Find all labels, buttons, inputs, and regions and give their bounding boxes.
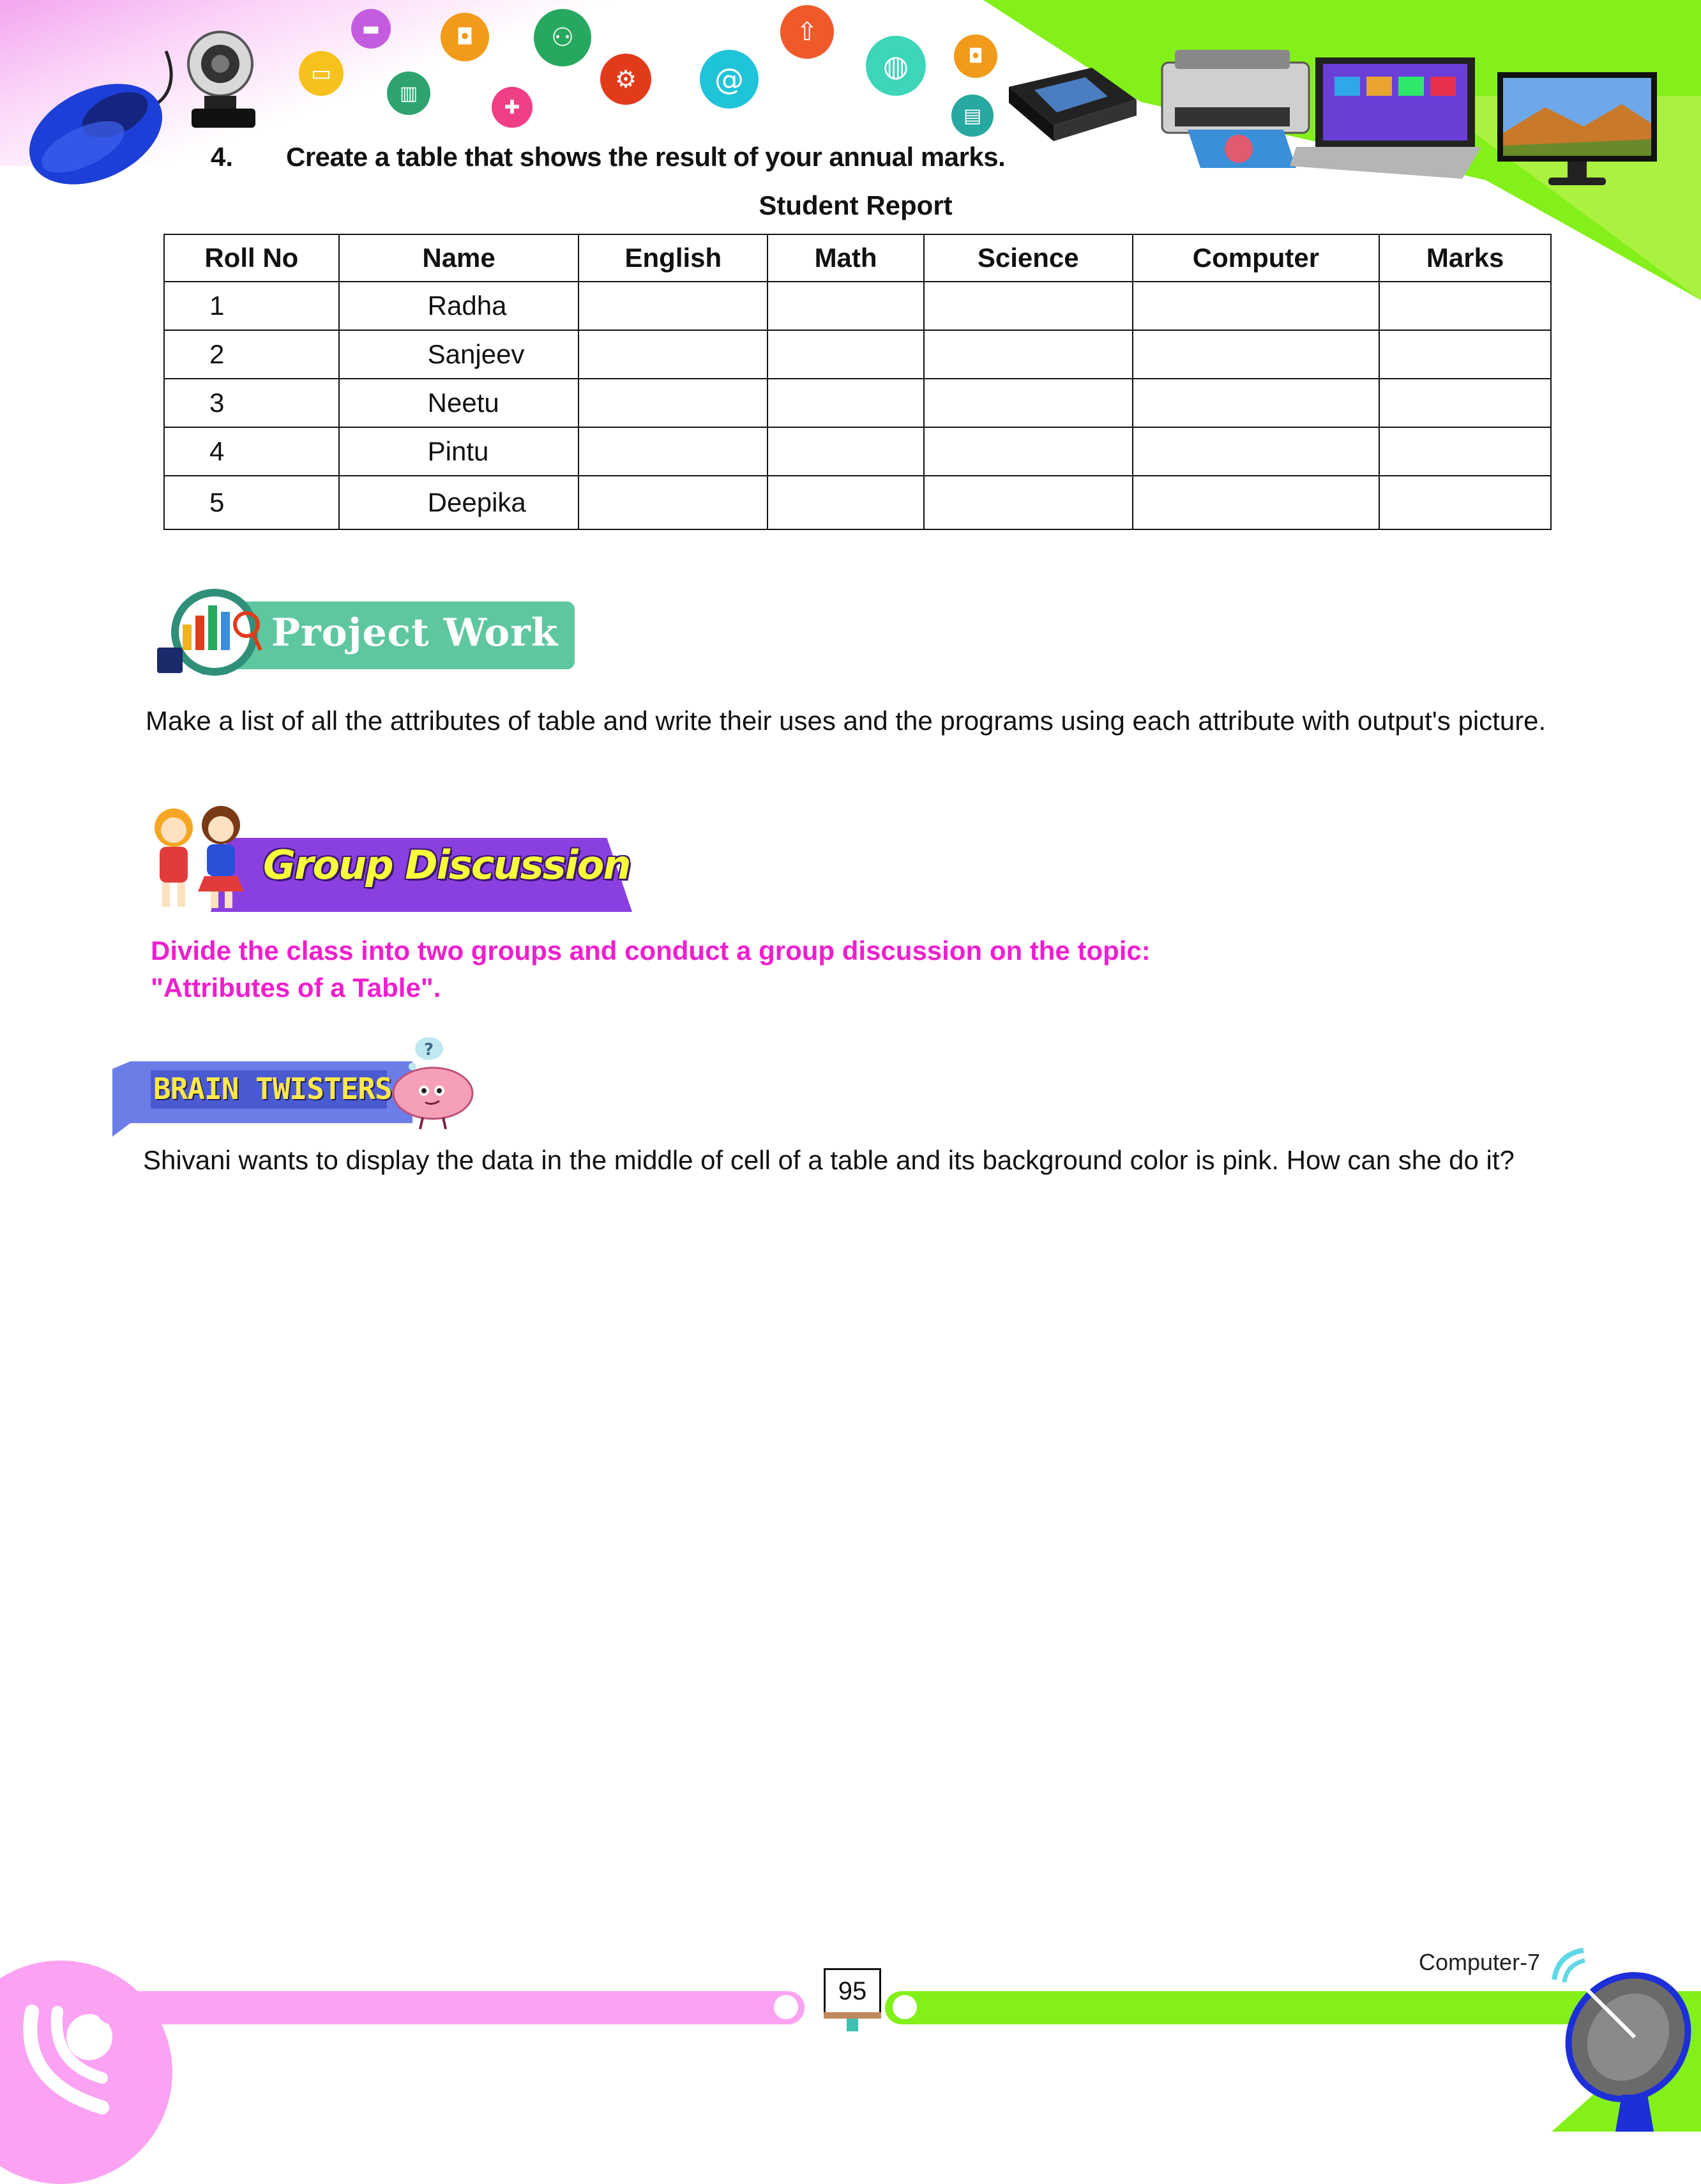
header-science: Science: [924, 234, 1133, 282]
cell-marks: [1379, 282, 1551, 330]
cell-marks: [1379, 330, 1551, 379]
cell-name: Radha: [339, 282, 579, 330]
cell-name: Neetu: [339, 379, 579, 427]
table-header-row: [164, 234, 1551, 282]
webcam-icon: [172, 26, 268, 140]
cell-roll: 1: [164, 282, 339, 330]
question-number: 4.: [211, 142, 234, 172]
scanner-icon: [996, 61, 1143, 144]
cell-english: [578, 427, 767, 476]
cell-math: [767, 476, 924, 529]
satellite-dish-icon: [1545, 1941, 1701, 2132]
kids-illustration-icon: [142, 802, 257, 912]
cell-marks: [1379, 476, 1551, 529]
brain-character-icon: [387, 1035, 483, 1130]
chart-down-icon: ▤: [951, 95, 994, 137]
folder-icon: ▬: [351, 9, 391, 49]
group-discussion-text: [151, 932, 1364, 1006]
cell-science: [924, 379, 1133, 427]
table-caption: Student Report: [759, 190, 953, 220]
mouse-icon: [19, 45, 179, 192]
cell-computer: [1133, 282, 1380, 330]
group-discussion-line-1: Divide the class into two groups and conduct a group discussion on the topic:: [151, 936, 1151, 966]
cell-science: [924, 427, 1133, 476]
page-number-base: [847, 2019, 858, 2031]
header-computer: Computer: [1133, 234, 1380, 282]
page-number: 95: [824, 1968, 881, 2014]
question-text: Create a table that shows the result of your annual marks.: [286, 142, 1006, 172]
table-row: [164, 379, 1551, 427]
footer-pink-bar: [96, 1991, 805, 2024]
monitor-landscape-icon: [1494, 69, 1660, 197]
cell-computer: [1133, 330, 1380, 379]
footer-pink-dot: [774, 1995, 798, 2019]
brain-twisters-text: Shivani wants to display the data in the middle of cell of a table and its background color is pink. How can she do it?: [143, 1145, 1515, 1175]
cell-math: [767, 282, 924, 330]
cell-math: [767, 379, 924, 427]
cell-science: [924, 282, 1133, 330]
cell-marks: [1379, 379, 1551, 427]
cell-name: Sanjeev: [339, 330, 579, 379]
svg-text:?: ?: [424, 1040, 434, 1059]
table-row: [164, 427, 1551, 476]
people-network-icon: ⚇: [534, 9, 591, 66]
at-sign-icon: @: [700, 50, 759, 109]
cell-math: [767, 330, 924, 379]
mouse-small-icon: ◘: [441, 13, 489, 61]
gears-icon: ⚙: [600, 54, 651, 105]
header-english: English: [578, 234, 767, 282]
group-discussion-title: Group Discussion: [263, 842, 630, 888]
cell-english: [578, 330, 767, 379]
student-report-table: [163, 234, 1552, 530]
cell-english: [578, 476, 767, 529]
cell-math: [767, 427, 924, 476]
cell-marks: [1379, 427, 1551, 476]
cell-english: [578, 379, 767, 427]
cell-name: Pintu: [339, 427, 579, 476]
cell-roll: 4: [164, 427, 339, 476]
book-label: Computer-7: [1419, 1949, 1541, 1975]
monitor-icon: ▭: [299, 51, 344, 96]
table-row: [164, 476, 1551, 529]
cell-roll: 5: [164, 476, 339, 529]
bar-chart-icon: ▥: [387, 72, 430, 115]
laptop-icon: [1290, 51, 1481, 192]
header-roll-no: Roll No: [164, 234, 339, 282]
table-row: [164, 282, 1551, 330]
cell-name: Deepika: [339, 476, 579, 529]
table-row: [164, 330, 1551, 379]
project-work-title: Project Work: [271, 610, 559, 655]
cell-english: [578, 282, 767, 330]
cell-computer: [1133, 427, 1380, 476]
brain-twisters-title: BRAIN TWISTERS: [153, 1072, 392, 1106]
header-name: Name: [339, 234, 579, 282]
cell-roll: 2: [164, 330, 339, 379]
project-work-text: Make a list of all the attributes of table and write their uses and the programs using each attribute with output's picture.: [146, 706, 1546, 736]
cell-computer: [1133, 476, 1380, 529]
mouse-small-icon-2: ◘: [954, 34, 997, 78]
upload-icon: ⇧: [780, 5, 834, 59]
cell-science: [924, 330, 1133, 379]
header-math: Math: [767, 234, 924, 282]
gamepad-icon: ✚: [492, 87, 533, 128]
cell-computer: [1133, 379, 1380, 427]
footer-green-dot: [893, 1995, 917, 2019]
group-discussion-line-2: "Attributes of a Table".: [151, 973, 441, 1003]
presentation-chart-icon: [151, 586, 263, 681]
cell-roll: 3: [164, 379, 339, 427]
globe-icon: ◍: [866, 36, 926, 96]
cell-science: [924, 476, 1133, 529]
header-marks: Marks: [1379, 234, 1551, 282]
page-number-stand: [824, 2012, 881, 2019]
